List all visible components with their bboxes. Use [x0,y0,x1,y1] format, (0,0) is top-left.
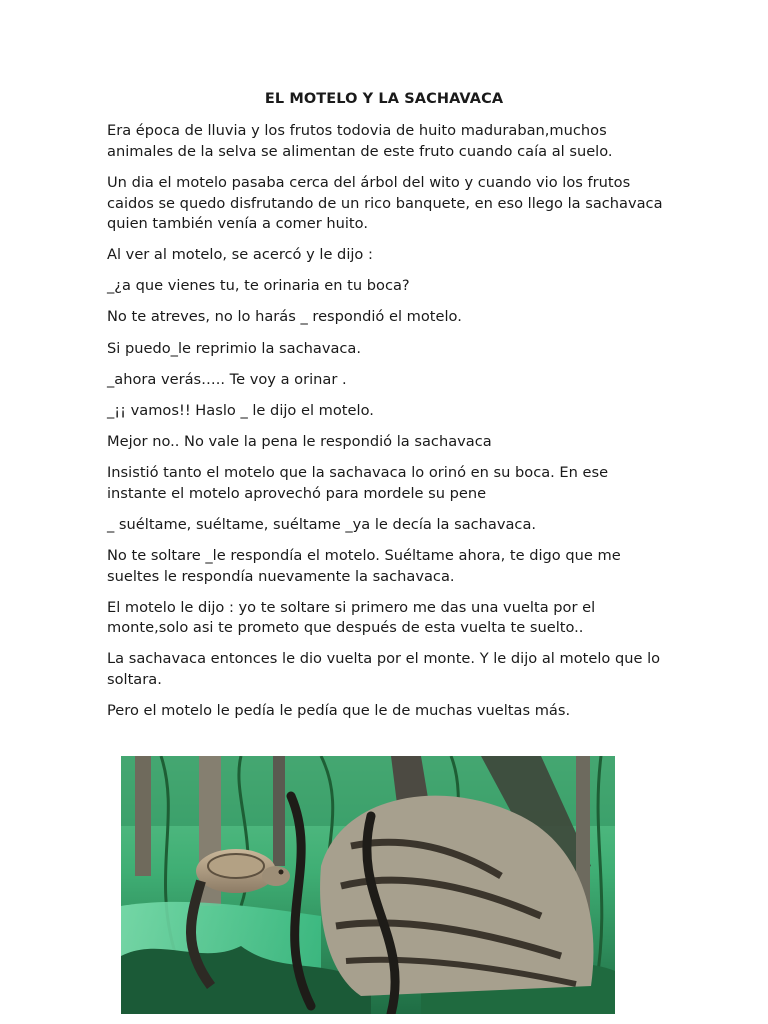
story-body [107,121,667,732]
paragraph: La sachavaca entonces le dio vuelta por el monte. Y le dijo al motelo que lo soltara. [107,650,661,689]
paragraph: El motelo le dijo : yo te soltare si primero me das una vuelta por el monte,solo asi te prometo que después de esta vuelta te suelto.. [107,598,596,637]
paragraph: No te soltare _le respondía el motelo. Suéltame ahora, te digo que me sueltes le respondía nuevamente la sachavaca. [107,546,621,585]
paragraph: _ahora verás….. Te voy a orinar . [107,370,347,388]
paragraph: Un dia el motelo pasaba cerca del árbol del wito y cuando vio los frutos caidos se quedo disfrutando de un rico banquete, en eso llego la sachavaca quien también venía a comer huito. [107,173,663,233]
paragraph: No te atreves, no lo harás _ respondió el motelo. [107,308,462,326]
paragraph: Era época de lluvia y los frutos todovia de huito maduraban,muchos animales de la selva se alimentan de este fruto cuando caía al suelo. [107,122,613,160]
paragraph: _¿a que vienes tu, te orinaria en tu boca? [107,277,410,295]
paragraph: _¡¡ vamos!! Haslo _ le dijo el motelo. [107,401,374,419]
paragraph: Mejor no.. No vale la pena le respondió la sachavaca [107,432,492,450]
paragraph: Insistió tanto el motelo que la sachavaca lo orinó en su boca. En ese instante el motelo aprovechó para mordele su pene [107,463,609,502]
document-title: EL MOTELO Y LA SACHAVACA [264,91,504,107]
paragraph: Si puedo_le reprimio la sachavaca. [107,339,362,357]
paragraph: _ suéltame, suéltame, suéltame _ya le decía la sachavaca. [107,515,537,533]
paragraph: Al ver al motelo, se acercó y le dijo : [107,246,373,264]
paragraph: Pero el motelo le pedía le pedía que le de muchas vueltas más. [107,702,571,720]
jungle-illustration [121,756,615,1014]
